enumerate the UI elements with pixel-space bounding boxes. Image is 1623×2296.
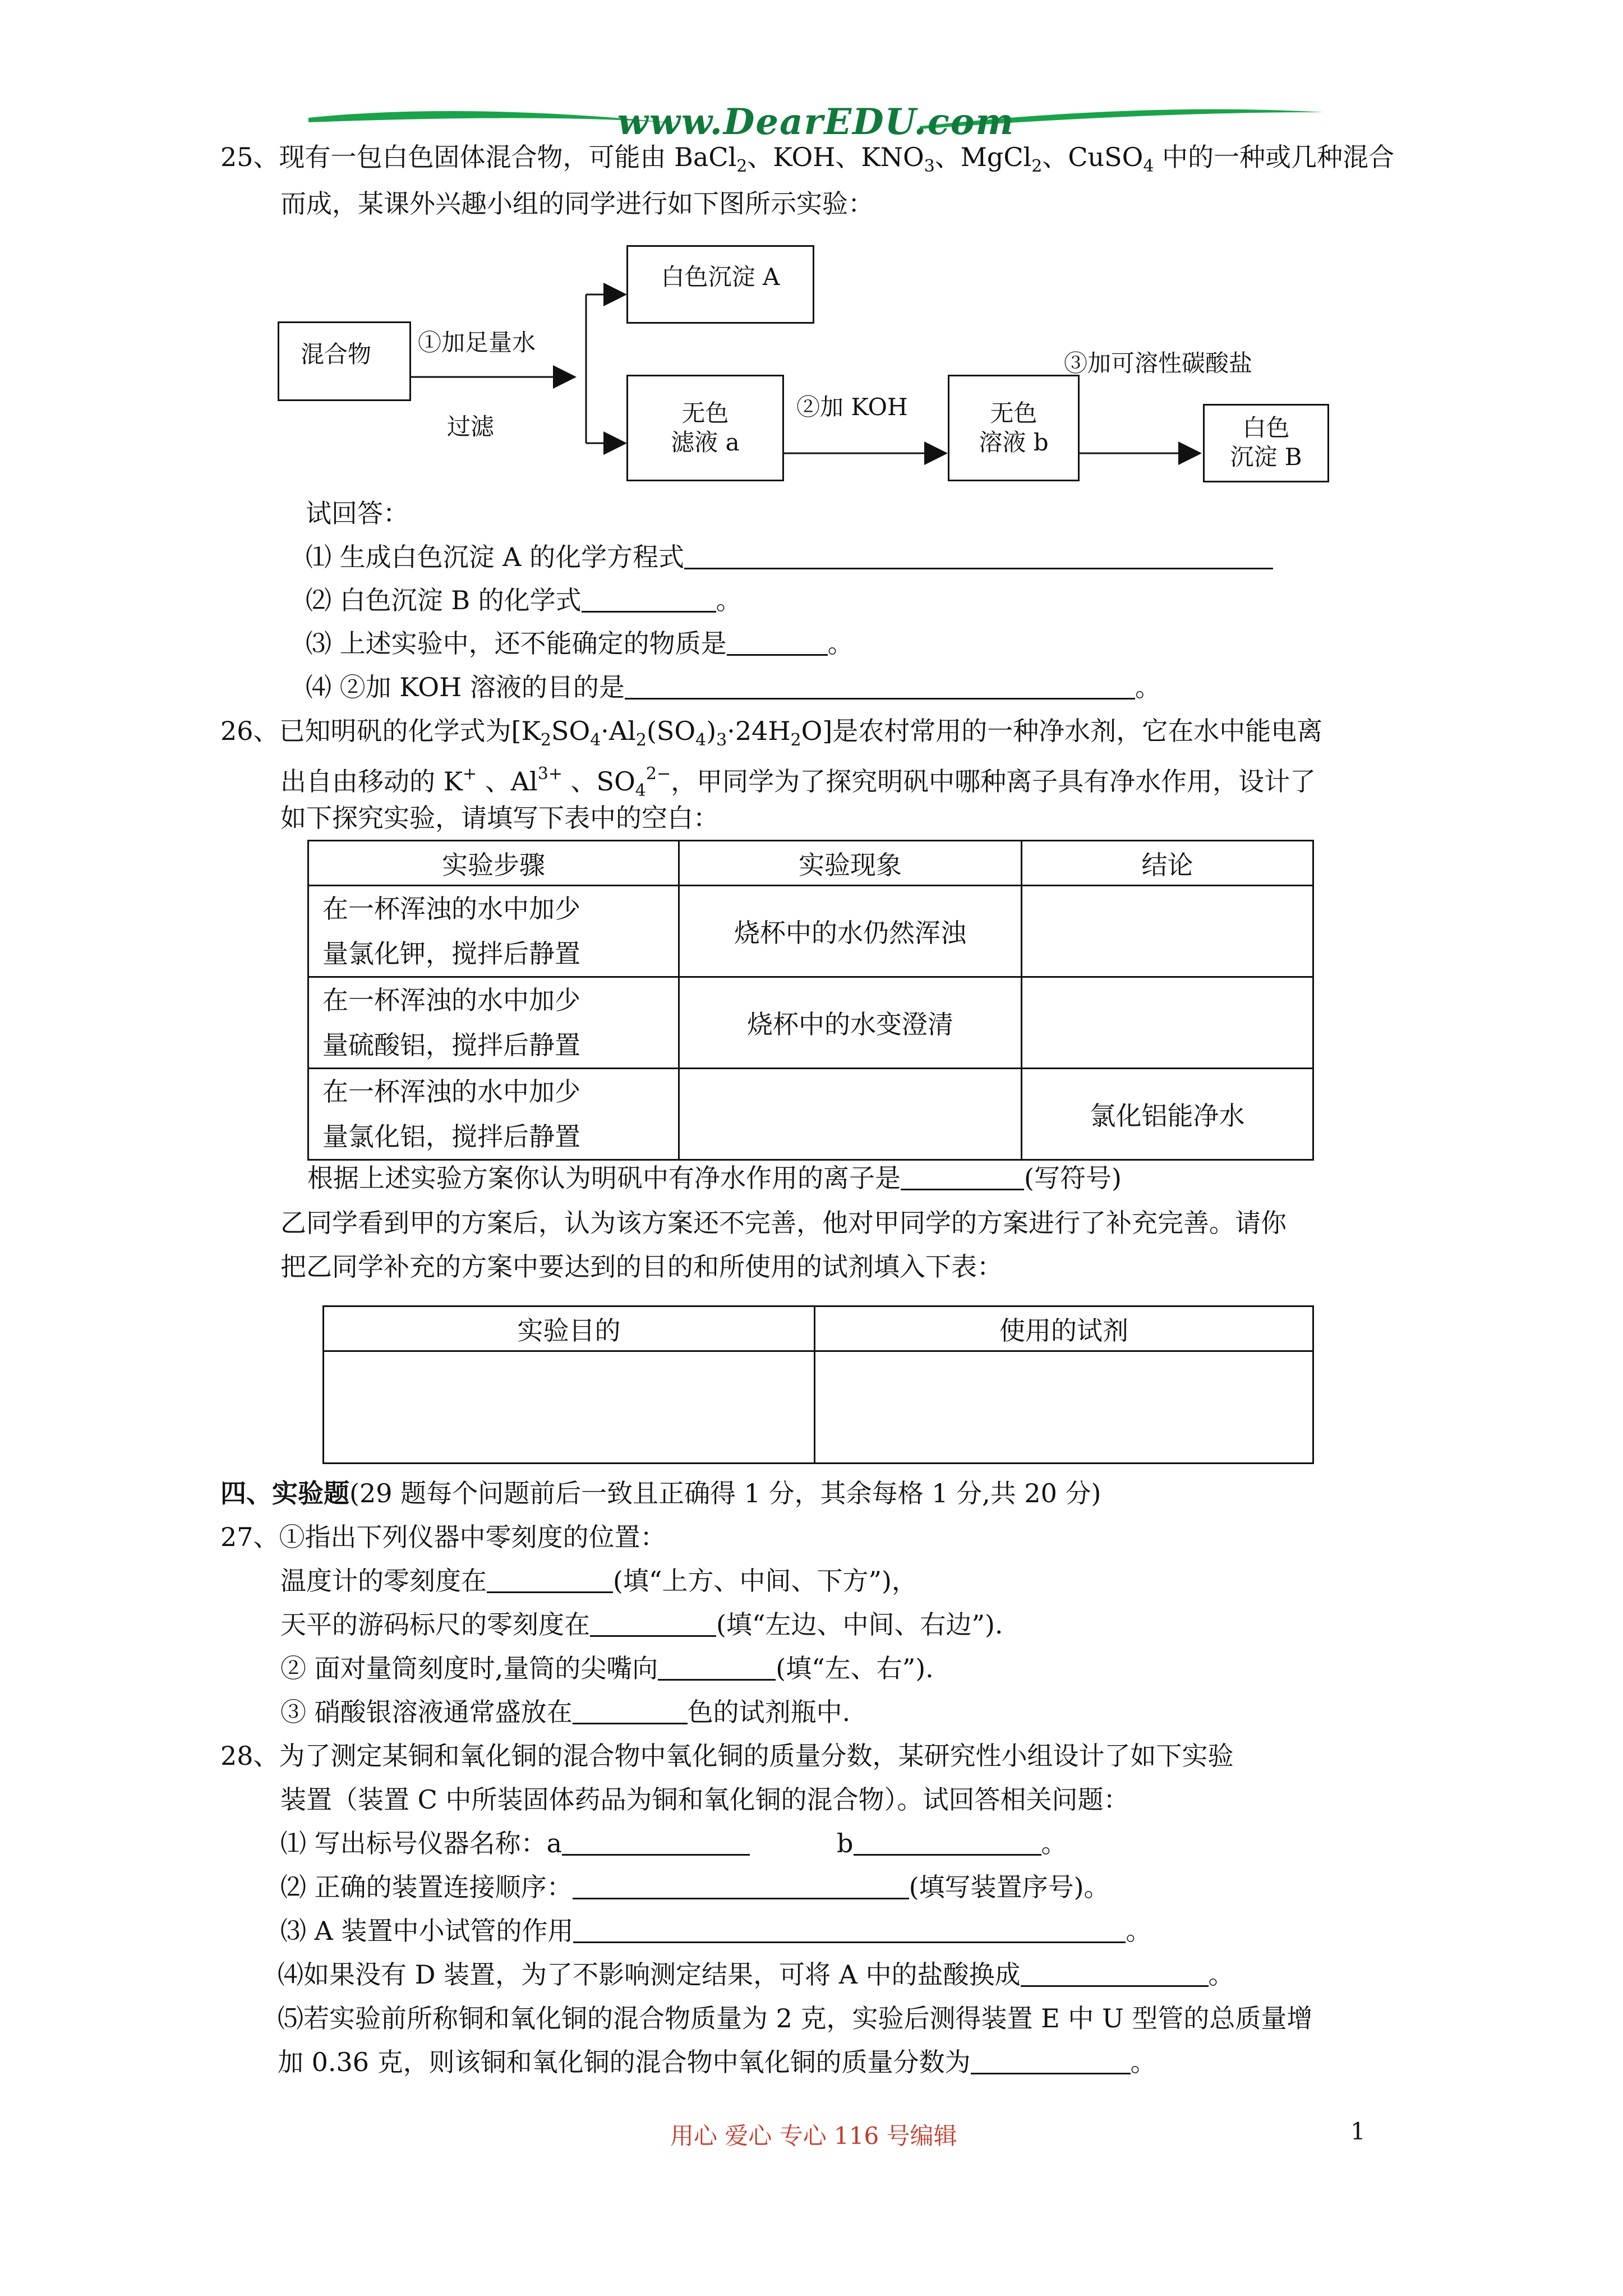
table-header: 实验目的 xyxy=(324,1306,815,1351)
supplement-table xyxy=(322,1305,1314,1464)
exploration-table xyxy=(307,840,1314,1161)
label-filter: 过滤 xyxy=(447,413,495,440)
q28-sub4: ⑷如果没有 D 装置，为了不影响测定结果，可将 A 中的盐酸换成 。 xyxy=(278,1959,1234,1990)
q28-sub2: ⑵ 正确的装置连接顺序： (填写装置序号)。 xyxy=(280,1872,1110,1902)
answer-blank[interactable] xyxy=(573,1917,1126,1943)
answer-blank-b[interactable] xyxy=(854,1829,1041,1856)
label-step3: ③加可溶性碳酸盐 xyxy=(1064,349,1253,377)
table-row xyxy=(308,886,1313,977)
q26-after2: 乙同学看到甲的方案后，认为该方案还不完善，他对甲同学的方案进行了补充完善。请你 xyxy=(280,1208,1287,1238)
section4-heading: 四、实验题(29 题每个问题前后一致且正确得 1 分，其余每格 1 分,共 20 分) xyxy=(220,1478,1101,1508)
answer-blank[interactable] xyxy=(573,1873,909,1899)
cell-reagent[interactable] xyxy=(815,1351,1313,1464)
q25-subq1: ⑴ 生成白色沉淀 A 的化学方程式 xyxy=(306,540,1273,574)
page-number: 1 xyxy=(1350,2118,1366,2145)
q25-subq2: ⑵ 白色沉淀 B 的化学式 。 xyxy=(306,585,742,615)
q26-after1: 根据上述实验方案你认为明矾中有净水作用的离子是 (写符号) xyxy=(307,1163,1122,1193)
table-row xyxy=(308,977,1313,1069)
cell-phenomenon: 烧杯中的水变澄清 xyxy=(679,977,1022,1069)
answer-blank[interactable] xyxy=(658,1654,776,1681)
q28-sub5-line1: ⑸若实验前所称铜和氧化铜的混合物质量为 2 克，实验后测得装置 E 中 U 型管的总质量增 xyxy=(278,2003,1313,2033)
cell-phenomenon[interactable] xyxy=(679,1069,1022,1160)
cell-phenomenon: 烧杯中的水仍然浑浊 xyxy=(679,886,1022,977)
table-header: 使用的试剂 xyxy=(815,1306,1313,1351)
q27-line2: 温度计的零刻度在 (填“上方、中间、下方”)， xyxy=(280,1566,917,1596)
q26-line1: 26、已知明矾的化学式为$[K_2SO_4\cdot Al_2(SO_4)_3\cdot 24H_2O]$是农村常用的一种净水剂，它在水中能电离 xyxy=(220,716,1323,750)
q27-line3: 天平的游码标尺的零刻度在 (填“左边、中间、右边”). xyxy=(280,1609,1003,1640)
site-url: www.DearEDU.com xyxy=(617,101,1015,143)
answer-blank[interactable] xyxy=(971,2048,1131,2074)
q26-after3: 把乙同学补充的方案中要达到的目的和所使用的试剂填入下表： xyxy=(280,1251,1003,1282)
q28-line2: 装置（装置 C 中所装固体药品为铜和氧化铜的混合物）。试回答相关问题： xyxy=(280,1784,1129,1815)
table-row xyxy=(308,1069,1313,1160)
answer-blank[interactable] xyxy=(625,673,1135,700)
q25-subq3: ⑶ 上述实验中，还不能确定的物质是 。 xyxy=(306,628,854,659)
cell-conclusion: 氯化铝能净水 xyxy=(1022,1069,1313,1160)
q25-answer-prompt: 试回答： xyxy=(306,498,409,528)
box-precipitate-b: 白色 沉淀 B xyxy=(1203,404,1329,482)
q28-sub3: ⑶ A 装置中小试管的作用 。 xyxy=(280,1916,1152,1946)
q28-sub5-line2: 加 0.36 克，则该铜和氧化铜的混合物中氧化铜的质量分数为 。 xyxy=(278,2047,1156,2077)
answer-blank[interactable] xyxy=(684,543,1273,569)
box-mixture: 混合物 xyxy=(278,321,411,401)
cell-conclusion[interactable] xyxy=(1022,886,1313,977)
answer-blank[interactable] xyxy=(901,1164,1024,1190)
answer-blank[interactable] xyxy=(590,1611,716,1637)
q27-line1: 27、①指出下列仪器中零刻度的位置： xyxy=(220,1522,666,1552)
q25-intro-line2: 而成，某课外兴趣小组的同学进行如下图所示实验： xyxy=(280,188,874,219)
cell-step: 在一杯浑浊的水中加少 量氯化铝，搅拌后静置 xyxy=(308,1069,679,1160)
table-header: 实验现象 xyxy=(679,841,1022,886)
table-header-row xyxy=(308,841,1313,886)
answer-blank[interactable] xyxy=(582,586,716,613)
answer-blank[interactable] xyxy=(573,1698,688,1724)
footer-text: 用心 爱心 专心 116 号编辑 xyxy=(670,2122,957,2150)
table-header-row xyxy=(324,1306,1313,1351)
table-header: 实验步骤 xyxy=(308,841,679,886)
q27-line4: ② 面对量筒刻度时,量筒的尖嘴向 (填“左、右”). xyxy=(280,1653,934,1683)
label-step2: ②加 KOH xyxy=(796,393,908,421)
q25-intro-line1: 25、现有一包白色固体混合物，可能由 BaCl$_2$、KOH、$KNO_3$、MgCl$_2$、CuSO$_4$ 中的一种或几种混合 xyxy=(220,142,1395,176)
box-solution-b: 无色 溶液 b xyxy=(948,375,1080,481)
table-header: 结论 xyxy=(1022,841,1313,886)
answer-blank[interactable] xyxy=(1021,1961,1209,1987)
q26-line2: 出自由移动的 K+ 、$Al^{3+}$ 、$SO_4^{2-}$，甲同学为了探究明矾中哪种离子具有净水作用，设计了 xyxy=(280,764,1316,800)
box-precipitate-a: 白色沉淀 A xyxy=(626,245,814,324)
q27-line5: ③ 硝酸银溶液通常盛放在 色的试剂瓶中. xyxy=(280,1697,851,1727)
answer-blank[interactable] xyxy=(727,629,828,656)
label-step1: ①加足量水 xyxy=(418,329,536,356)
cell-step: 在一杯浑浊的水中加少 量硫酸铝，搅拌后静置 xyxy=(308,977,679,1069)
q28-sub1: ⑴ 写出标号仪器名称：a b 。 xyxy=(280,1828,1067,1858)
q25-subq4: ⑷ ②加 KOH 溶液的目的是 。 xyxy=(306,672,1161,702)
answer-blank-a[interactable] xyxy=(562,1829,750,1856)
cell-step: 在一杯浑浊的水中加少 量氯化钾，搅拌后静置 xyxy=(308,886,679,977)
q26-line3: 如下探究实验，请填写下表中的空白： xyxy=(280,803,719,833)
cell-conclusion[interactable] xyxy=(1022,977,1313,1069)
cell-purpose[interactable] xyxy=(324,1351,815,1464)
box-filtrate-a: 无色 滤液 a xyxy=(626,375,784,481)
q28-line1: 28、为了测定某铜和氧化铜的混合物中氧化铜的质量分数，某研究性小组设计了如下实验 xyxy=(220,1741,1234,1771)
answer-blank[interactable] xyxy=(487,1567,613,1593)
table-row xyxy=(324,1351,1313,1464)
